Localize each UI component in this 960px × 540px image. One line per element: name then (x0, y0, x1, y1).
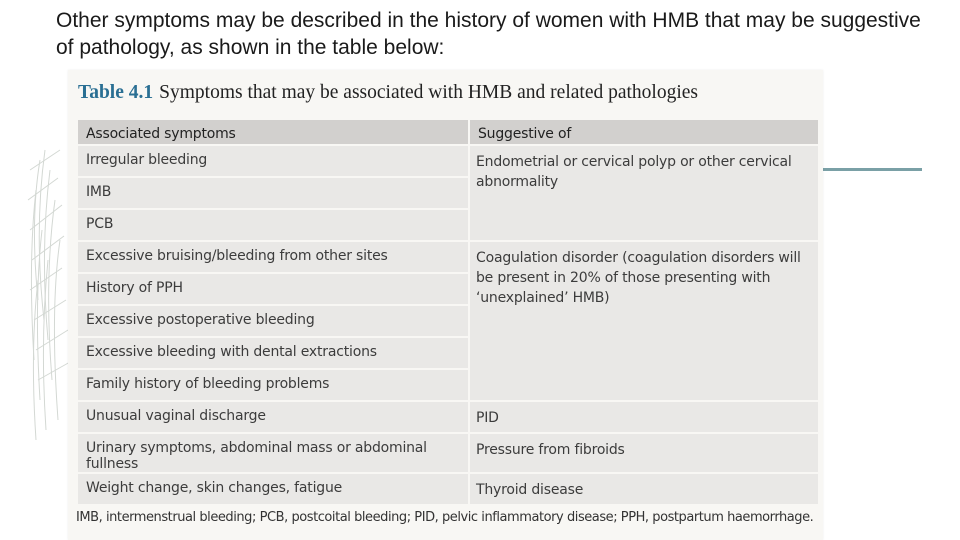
symptom-cell: PCB (77, 209, 469, 241)
symptom-cell: Family history of bleeding problems (77, 369, 469, 401)
table-row (77, 241, 819, 273)
symptom-cell: Irregular bleeding (77, 145, 469, 177)
table-row (77, 401, 819, 433)
table-header-row (77, 119, 819, 145)
suggestive-cell: Pressure from fibroids (469, 433, 819, 473)
suggestive-cell: Coagulation disorder (coagulation disorders will be present in 20% of those presenting with ‘unexplained’ HMB) (469, 241, 819, 401)
header-associated-symptoms: Associated symptoms (77, 119, 469, 145)
symptom-cell: Excessive postoperative bleeding (77, 305, 469, 337)
table-footnote: IMB, intermenstrual bleeding; PCB, postcoital bleeding; PID, pelvic inflammatory disease; PPH, postpartum haemorrhage. (76, 510, 814, 525)
symptom-cell: Urinary symptoms, abdominal mass or abdominal fullness (77, 433, 469, 473)
slide-body-text: Other symptoms may be described in the history of women with HMB that may be suggestive of pathology, as shown in the table below: (56, 9, 921, 59)
accent-divider-line (822, 168, 922, 171)
symptoms-table (76, 118, 820, 506)
table-image-panel (68, 70, 823, 540)
table-title: Symptoms that may be associated with HMB and related pathologies (159, 82, 698, 103)
suggestive-cell: Endometrial or cervical polyp or other cervical abnormality (469, 145, 819, 241)
table-row (77, 473, 819, 505)
symptom-cell: IMB (77, 177, 469, 209)
header-suggestive-of: Suggestive of (469, 119, 819, 145)
table-row (77, 145, 819, 177)
symptom-cell: Weight change, skin changes, fatigue (77, 473, 469, 505)
table-caption (78, 82, 698, 104)
symptom-cell: Unusual vaginal discharge (77, 401, 469, 433)
table-row (77, 433, 819, 473)
table-number: Table 4.1 (78, 82, 154, 103)
suggestive-cell: PID (469, 401, 819, 433)
suggestive-cell: Thyroid disease (469, 473, 819, 505)
symptom-cell: Excessive bleeding with dental extractions (77, 337, 469, 369)
symptom-cell: Excessive bruising/bleeding from other sites (77, 241, 469, 273)
symptom-cell: History of PPH (77, 273, 469, 305)
